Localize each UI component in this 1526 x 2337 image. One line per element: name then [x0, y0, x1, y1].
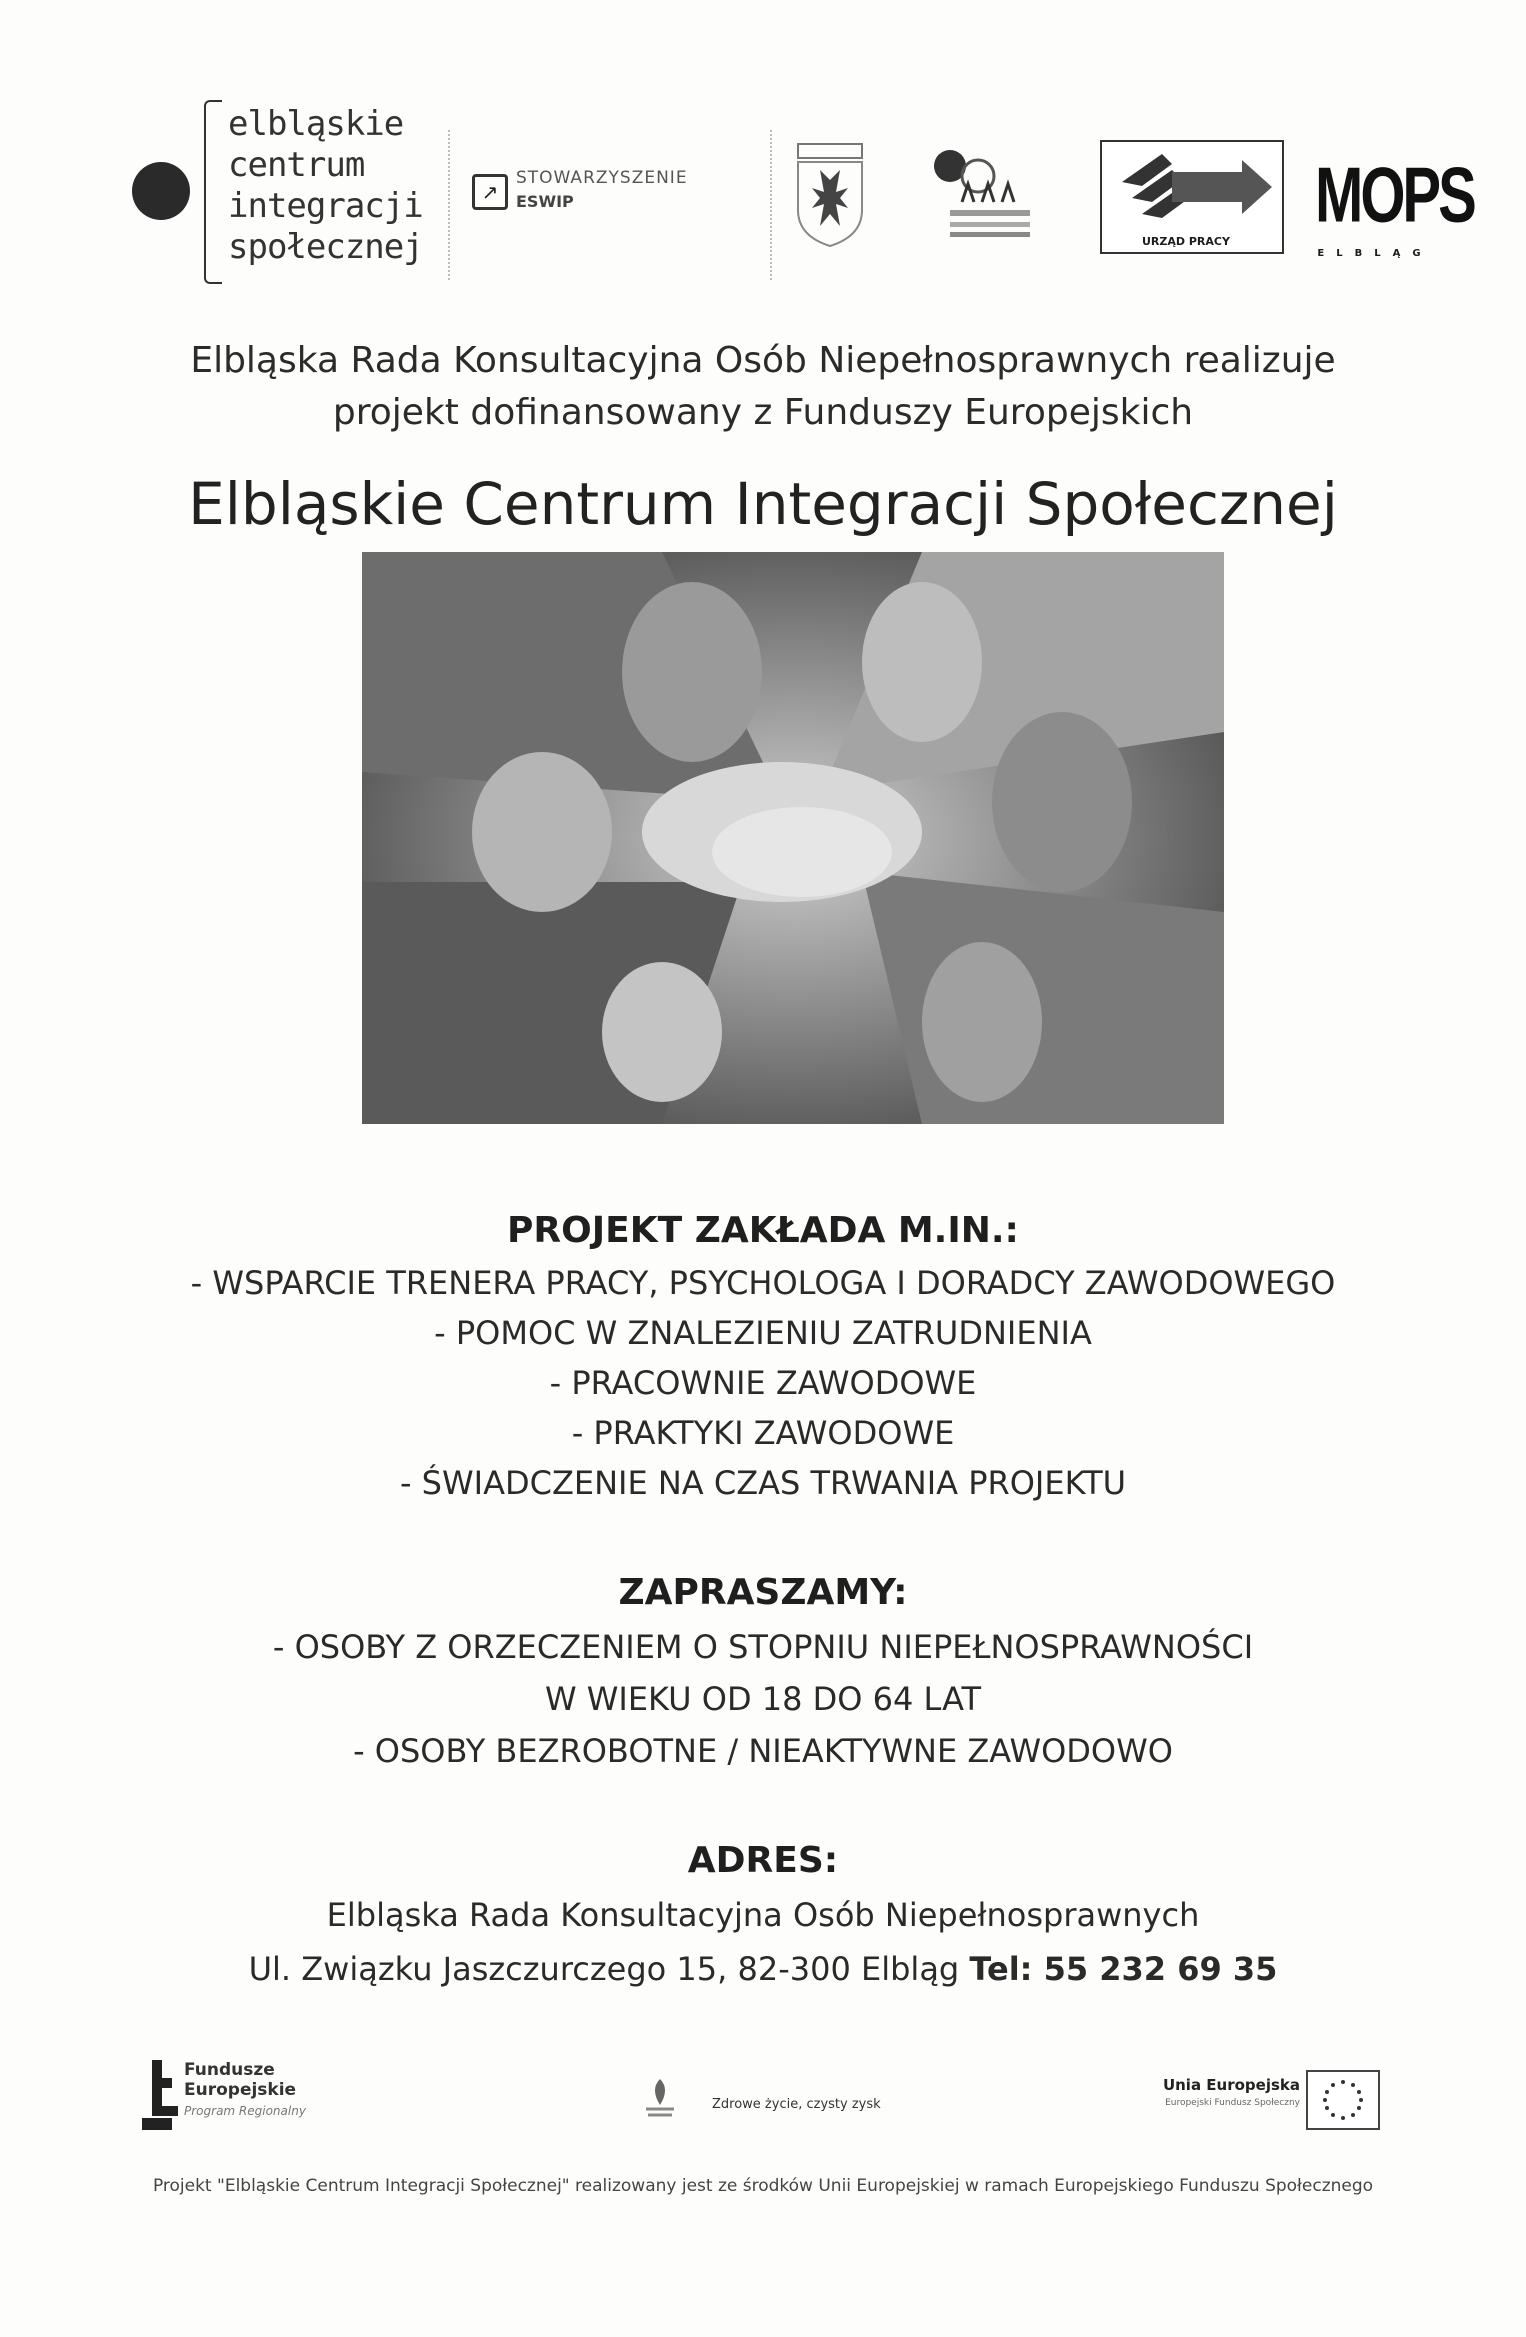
maltese-cross-shield-icon [790, 140, 870, 250]
address-heading: ADRES: [687, 1840, 839, 1881]
fundusze-europejskie-logo: Fundusze Europejskie Program Regionalny [142, 2060, 402, 2140]
intro-line-2: projekt dofinansowany z Funduszy Europejskich [332, 392, 1194, 433]
page-title: Elbląskie Centrum Integracji Społecznej [188, 470, 1338, 538]
invite-item: - OSOBY Z ORZECZENIEM O STOPNIU NIEPEŁNOSPRAWNOŚCI [272, 1628, 1254, 1666]
unia-europejska-logo: Unia Europejska Europejski Fundusz Społeczny [1130, 2070, 1390, 2140]
intro-text [0, 335, 1526, 439]
invite-item: - OSOBY BEZROBOTNE / NIEAKTYWNE ZAWODOWO [353, 1732, 1173, 1770]
fe-stars-icon [142, 2060, 178, 2130]
ecis-word-1: elbląskie [228, 104, 404, 144]
team-hands-photo [362, 552, 1224, 1124]
project-item: - ŚWIADCZENIE NA CZAS TRWANIA PROJEKTU [399, 1464, 1127, 1502]
address-org: Elbląska Rada Konsultacyjna Osób Niepełnosprawnych [326, 1896, 1200, 1934]
invite-item: W WIEKU OD 18 DO 64 LAT [544, 1680, 982, 1718]
ecis-word-4: społecznej [228, 227, 423, 267]
mops-logo: MOPS ELBLĄG [1315, 151, 1474, 259]
address-street: Ul. Związku Jaszczurczego 15, 82-300 Elbląg [248, 1950, 960, 1988]
arrow-box-icon: ↗ [472, 174, 508, 210]
project-heading: PROJEKT ZAKŁADA M.IN.: [507, 1210, 1019, 1251]
invite-heading: ZAPRASZAMY: [618, 1572, 908, 1613]
ecis-word-3: integracji [228, 186, 423, 226]
partner-logos [110, 100, 1474, 280]
arrow-right-icon [1102, 142, 1282, 232]
address-phone: Tel: 55 232 69 35 [969, 1950, 1278, 1988]
hands-together-image [362, 552, 1224, 1124]
ecis-dot-icon [132, 162, 190, 220]
eu-flag-icon [1306, 2070, 1380, 2130]
project-item: - POMOC W ZNALEZIENIU ZATRUDNIENIA [434, 1314, 1092, 1352]
ecis-word-2: centrum [228, 145, 365, 185]
project-item: - WSPARCIE TRENERA PRACY, PSYCHOLOGA I DORADCY ZAWODOWEGO [190, 1264, 1336, 1302]
footer-note: Projekt "Elbląskie Centrum Integracji Społecznej" realizowany jest ze środków Unii Europejskiej w ramach Europejskiego Funduszu Społecznego [152, 2176, 1374, 2196]
pfron-logo-icon [920, 146, 1060, 246]
intro-line-1: Elbląska Rada Konsultacyjna Osób Niepełnosprawnych realizuje [190, 340, 1336, 381]
regional-emblem-icon [640, 2075, 680, 2125]
eswip-logo: ↗ STOWARZYSZENIE ESWIP [472, 168, 752, 228]
urzad-pracy-logo: URZĄD PRACY [1100, 140, 1284, 254]
ecis-logo [110, 100, 430, 280]
project-item: - PRACOWNIE ZAWODOWE [549, 1364, 977, 1402]
regional-logo: Zdrowe życie, czysty zysk [640, 2075, 900, 2135]
project-item: - PRAKTYKI ZAWODOWE [571, 1414, 955, 1452]
address-line [0, 1950, 1526, 1988]
